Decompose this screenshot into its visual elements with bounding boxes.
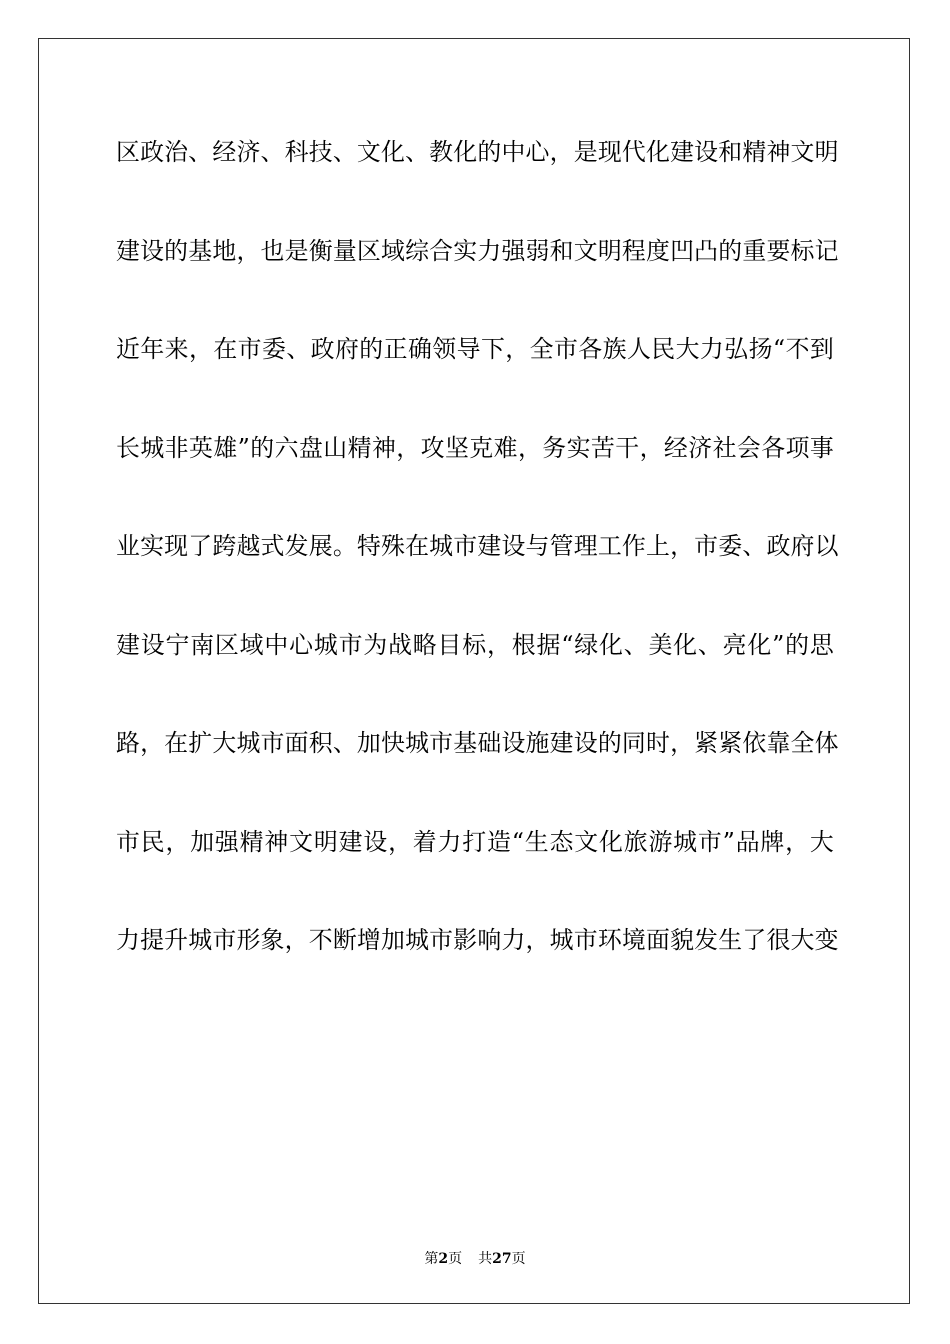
footer-total-suffix: 页 <box>511 1251 526 1267</box>
footer-total-pages: 27 <box>492 1251 512 1267</box>
text-line: 近年来，在市委、政府的正确领导下，全市各族人民大力弘扬“不到 <box>116 335 834 363</box>
text-line: 业实现了跨越式发展。特殊在城市建设与管理工作上，市委、政府以 <box>116 532 839 560</box>
text-line: 区政治、经济、科技、文化、教化的中心，是现代化建设和精神文明 <box>116 138 839 166</box>
footer-current-page: 2 <box>438 1251 449 1267</box>
footer-page-prefix: 第 <box>424 1251 439 1267</box>
document-body <box>116 127 839 1014</box>
text-line: 长城非英雄”的六盘山精神，攻坚克难，务实苦干，经济社会各项事 <box>116 433 834 462</box>
footer-page-suffix: 页 <box>448 1251 463 1267</box>
text-line: 建设宁南区域中心城市为战略目标，根据“绿化、美化、亮化”的思 <box>116 630 834 659</box>
text-line: 路，在扩大城市面积、加快城市基础设施建设的同时，紧紧依靠全体 <box>116 729 839 757</box>
text-line: 市民，加强精神文明建设，着力打造“生态文化旅游城市”品牌，大 <box>116 827 834 856</box>
footer-total-prefix: 共 <box>478 1251 493 1267</box>
text-line: 力提升城市形象，不断增加城市影响力，城市环境面貌发生了很大变 <box>116 926 839 954</box>
text-line: 建设的基地，也是衡量区域综合实力强弱和文明程度凹凸的重要标记 <box>116 236 839 265</box>
page-footer <box>0 1248 950 1268</box>
